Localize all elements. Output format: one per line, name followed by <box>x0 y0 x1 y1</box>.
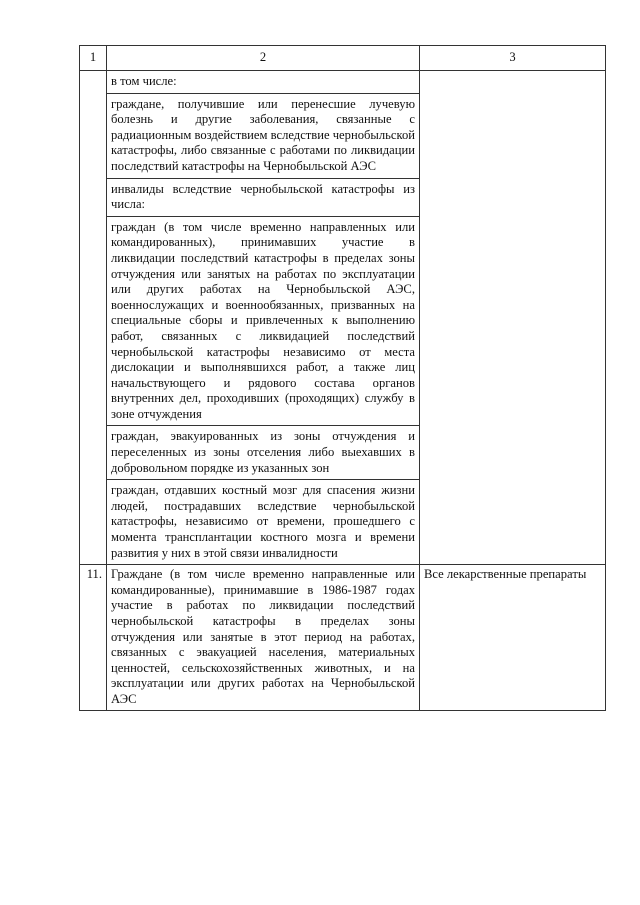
sub-row-bone-marrow-donors: граждан, отдавших костный мозг для спасения жизни людей, пострадавших вследствие чернобыльской катастрофы, независимо от времени, прошедшего с момента трансплантации костного мозга и времени развития у них в этой связи инвалидности <box>111 483 415 560</box>
row-number: 11. <box>80 565 107 710</box>
drugs-cell-empty <box>420 71 606 565</box>
category-cell <box>107 71 420 565</box>
row-number-cell-empty <box>80 71 107 565</box>
sub-row-evacuated: граждан, эвакуированных из зоны отчуждения и переселенных из зоны отселения либо выехавших в добровольном порядке из указанных зон <box>107 426 419 480</box>
header-col-2: 2 <box>107 46 420 71</box>
benefits-table <box>79 45 606 711</box>
row-11-category: Граждане (в том числе временно направленные или командированные), принимавшие в 1986-1987 годах участие в работах по ликвидации последствий чернобыльской катастрофы в пределах зоны отчуждения или занятые в этот период на работах, связанных с эвакуацией населения, материальных ценностей, сельскохозяйственных животных, и на эксплуатации или других работах на Чернобыльской АЭС <box>107 565 420 710</box>
sub-row-invalids: инвалиды вследствие чернобыльской катастрофы из числа: <box>107 179 419 217</box>
row-11-drugs: Все лекарственные препараты <box>420 565 606 710</box>
sub-row-including: в том числе: <box>107 71 419 94</box>
header-col-1: 1 <box>80 46 107 71</box>
table-row-continuation <box>80 71 606 565</box>
header-col-3: 3 <box>420 46 606 71</box>
table-row-11 <box>80 565 606 710</box>
sub-row-liquidators: граждан (в том числе временно направленных или командированных), принимавших участие в ликвидации последствий катастрофы в пределах зоны отчуждения или занятых на работах по эксплуатации или других работах на Чернобыльской АЭС, военнослужащих и военнообязанных, призванных на специальные сборы и привлеченных к выполнению работ, связанных с ликвидацией последствий чернобыльской катастрофы независимо от места дислокации и выполнявшихся работ, а также лиц начальствующего и рядового состава органов внутренних дел, проходивших (проходящих) службу в зоне отчуждения <box>107 217 419 427</box>
table-header-row <box>80 46 606 71</box>
sub-row-radiation-illness: граждане, получившие или перенесшие лучевую болезнь и другие заболевания, связанные с радиационным воздействием вследствие чернобыльской катастрофы, либо связанные с работами по ликвидации последствий катастрофы на Чернобыльской АЭС <box>107 94 419 179</box>
